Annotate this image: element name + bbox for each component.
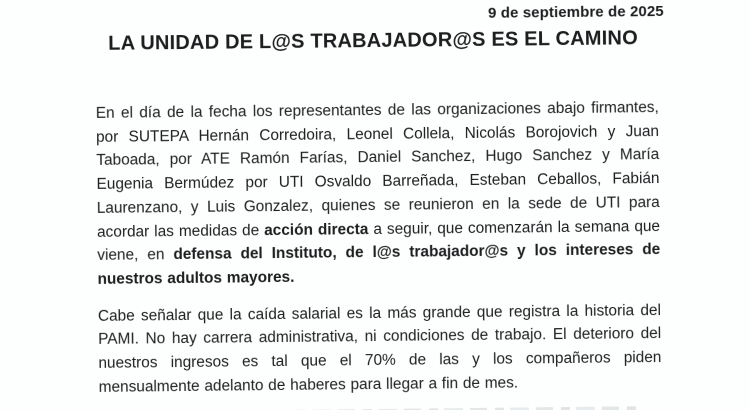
document-body xyxy=(96,96,662,410)
document-date: 9 de septiembre de 2025 xyxy=(487,2,664,22)
paragraph-signatories: En el día de la fecha los representantes de las organizaciones abajo firmantes, por SUTEPA Hernán Corredoira, Leonel Collela, Nicolás Borojovich y Juan Taboada, por ATE Ramón Farías, Daniel Sanchez, Hugo Sanchez y María Eugenia Bermúdez por UTI Osvaldo Barreñada, Esteban Ceballos, Fabián Laurenzano, y Luis Gonzalez, quienes se reunieron en la sede de UTI para acordar las medidas de acción directa a seguir, que comenzarán la semana que viene, en defensa del Instituto, de l@s trabajador@s y los intereses de nuestros adultos mayores. xyxy=(95,99,661,288)
document-title: LA UNIDAD DE L@S TRABAJADOR@S ES EL CAMINO xyxy=(108,27,638,55)
paragraph-salary-decline: Cabe señalar que la caída salarial es la más grande que registra la historia del PAMI. No hay carrera administrativa, ni condiciones de trabajo. El deterioro del nuestros ingresos es tal que el 70% de las y los compañeros piden mensualmente adelanto de haberes para llegar a fin de mes. xyxy=(97,301,662,396)
